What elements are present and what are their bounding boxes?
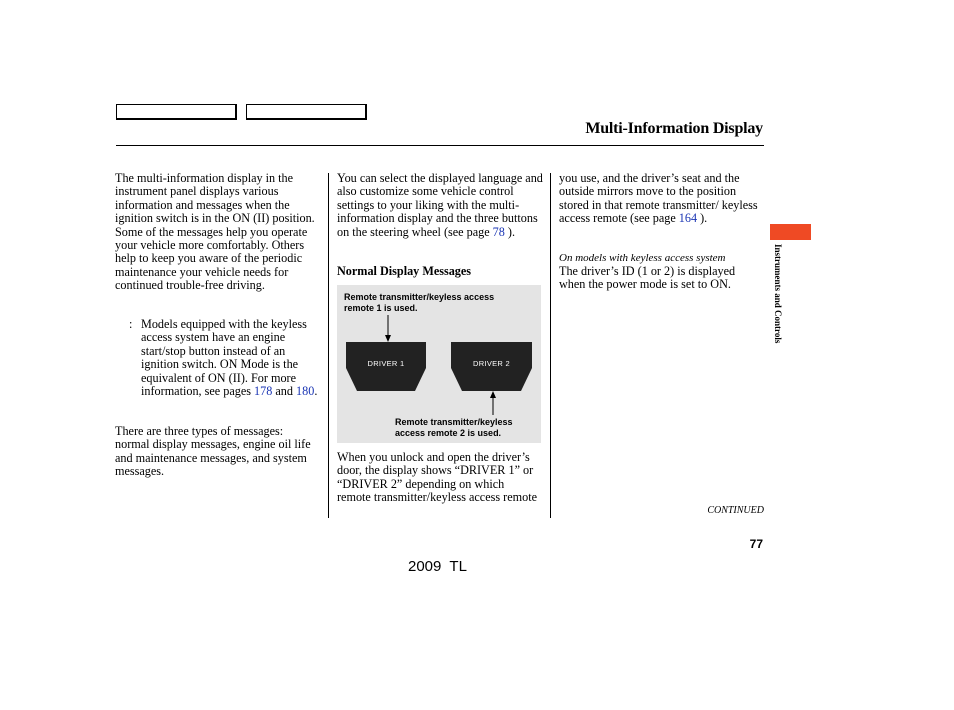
section-heading: Normal Display Messages <box>337 264 472 278</box>
page-number: 77 <box>749 537 763 551</box>
screen-label-driver-1: DRIVER 1 <box>367 359 405 368</box>
header-rule <box>116 145 764 146</box>
continued-label: CONTINUED <box>707 505 764 516</box>
caption-remote-2: Remote transmitter/keyless access remote 2 is used. <box>395 417 513 438</box>
memory-paragraph: you use, and the driver’s seat and the outside mirrors move to the position stored in that remote transmitter/ keyless access remote (see page 164 ). <box>559 171 758 226</box>
page-link-178[interactable]: 178 <box>254 384 273 399</box>
model-label: 2009 TL <box>408 558 467 575</box>
screen-label-driver-2: DRIVER 2 <box>473 359 510 368</box>
column-3 <box>559 172 764 226</box>
nav-button-1[interactable] <box>116 104 237 120</box>
column-divider-1 <box>328 173 329 518</box>
intro-paragraph: The multi-information display in the instrument panel displays various information and messages when the ignition switch is in the ON (II) position. Some of the messages help you operate your vehicle more comfortably. Others help to keep you aware of the periodic maintenance your vehicle needs for continued trouble-free driving. <box>115 171 315 293</box>
section-tab-label: Instruments and Controls <box>773 244 783 344</box>
section-tab[interactable] <box>770 224 811 240</box>
driver-id-paragraph: The driver’s ID (1 or 2) is displayed when the power mode is set to ON. <box>559 264 736 292</box>
driver-display-figure <box>337 285 541 443</box>
nav-button-2[interactable] <box>246 104 367 120</box>
page-title: Multi-Information Display <box>585 120 763 137</box>
column-1 <box>115 172 319 293</box>
page-link-164[interactable]: 164 <box>678 211 698 226</box>
column-divider-2 <box>550 173 551 518</box>
caption-remote-1: Remote transmitter/keyless access remote 1 is used. <box>344 292 495 313</box>
page-link-180[interactable]: 180 <box>296 384 315 399</box>
keyless-note: Models equipped with the keyless access system have an engine start/stop button instead of an ignition switch. ON Mode is the equivalent of ON (II). For more information, see pages 178 and 180. <box>141 317 318 399</box>
page-link-78[interactable]: 78 <box>492 224 505 239</box>
unlock-paragraph: When you unlock and open the driver’s door, the display shows “DRIVER 1” or “DRIVER 2” depending on which remote transmitter/keyless access remote <box>337 450 537 505</box>
note-marker: : <box>129 317 133 331</box>
column-2 <box>337 172 544 239</box>
model-note: On models with keyless access system <box>559 252 726 264</box>
message-types-paragraph: There are three types of messages: normal display messages, engine oil life and maintenance messages, and system messages. <box>115 424 311 479</box>
customize-paragraph: You can select the displayed language and also customize some vehicle control settings to your liking with the multi-information display and the three buttons on the steering wheel (see page 78 ). <box>337 171 543 239</box>
